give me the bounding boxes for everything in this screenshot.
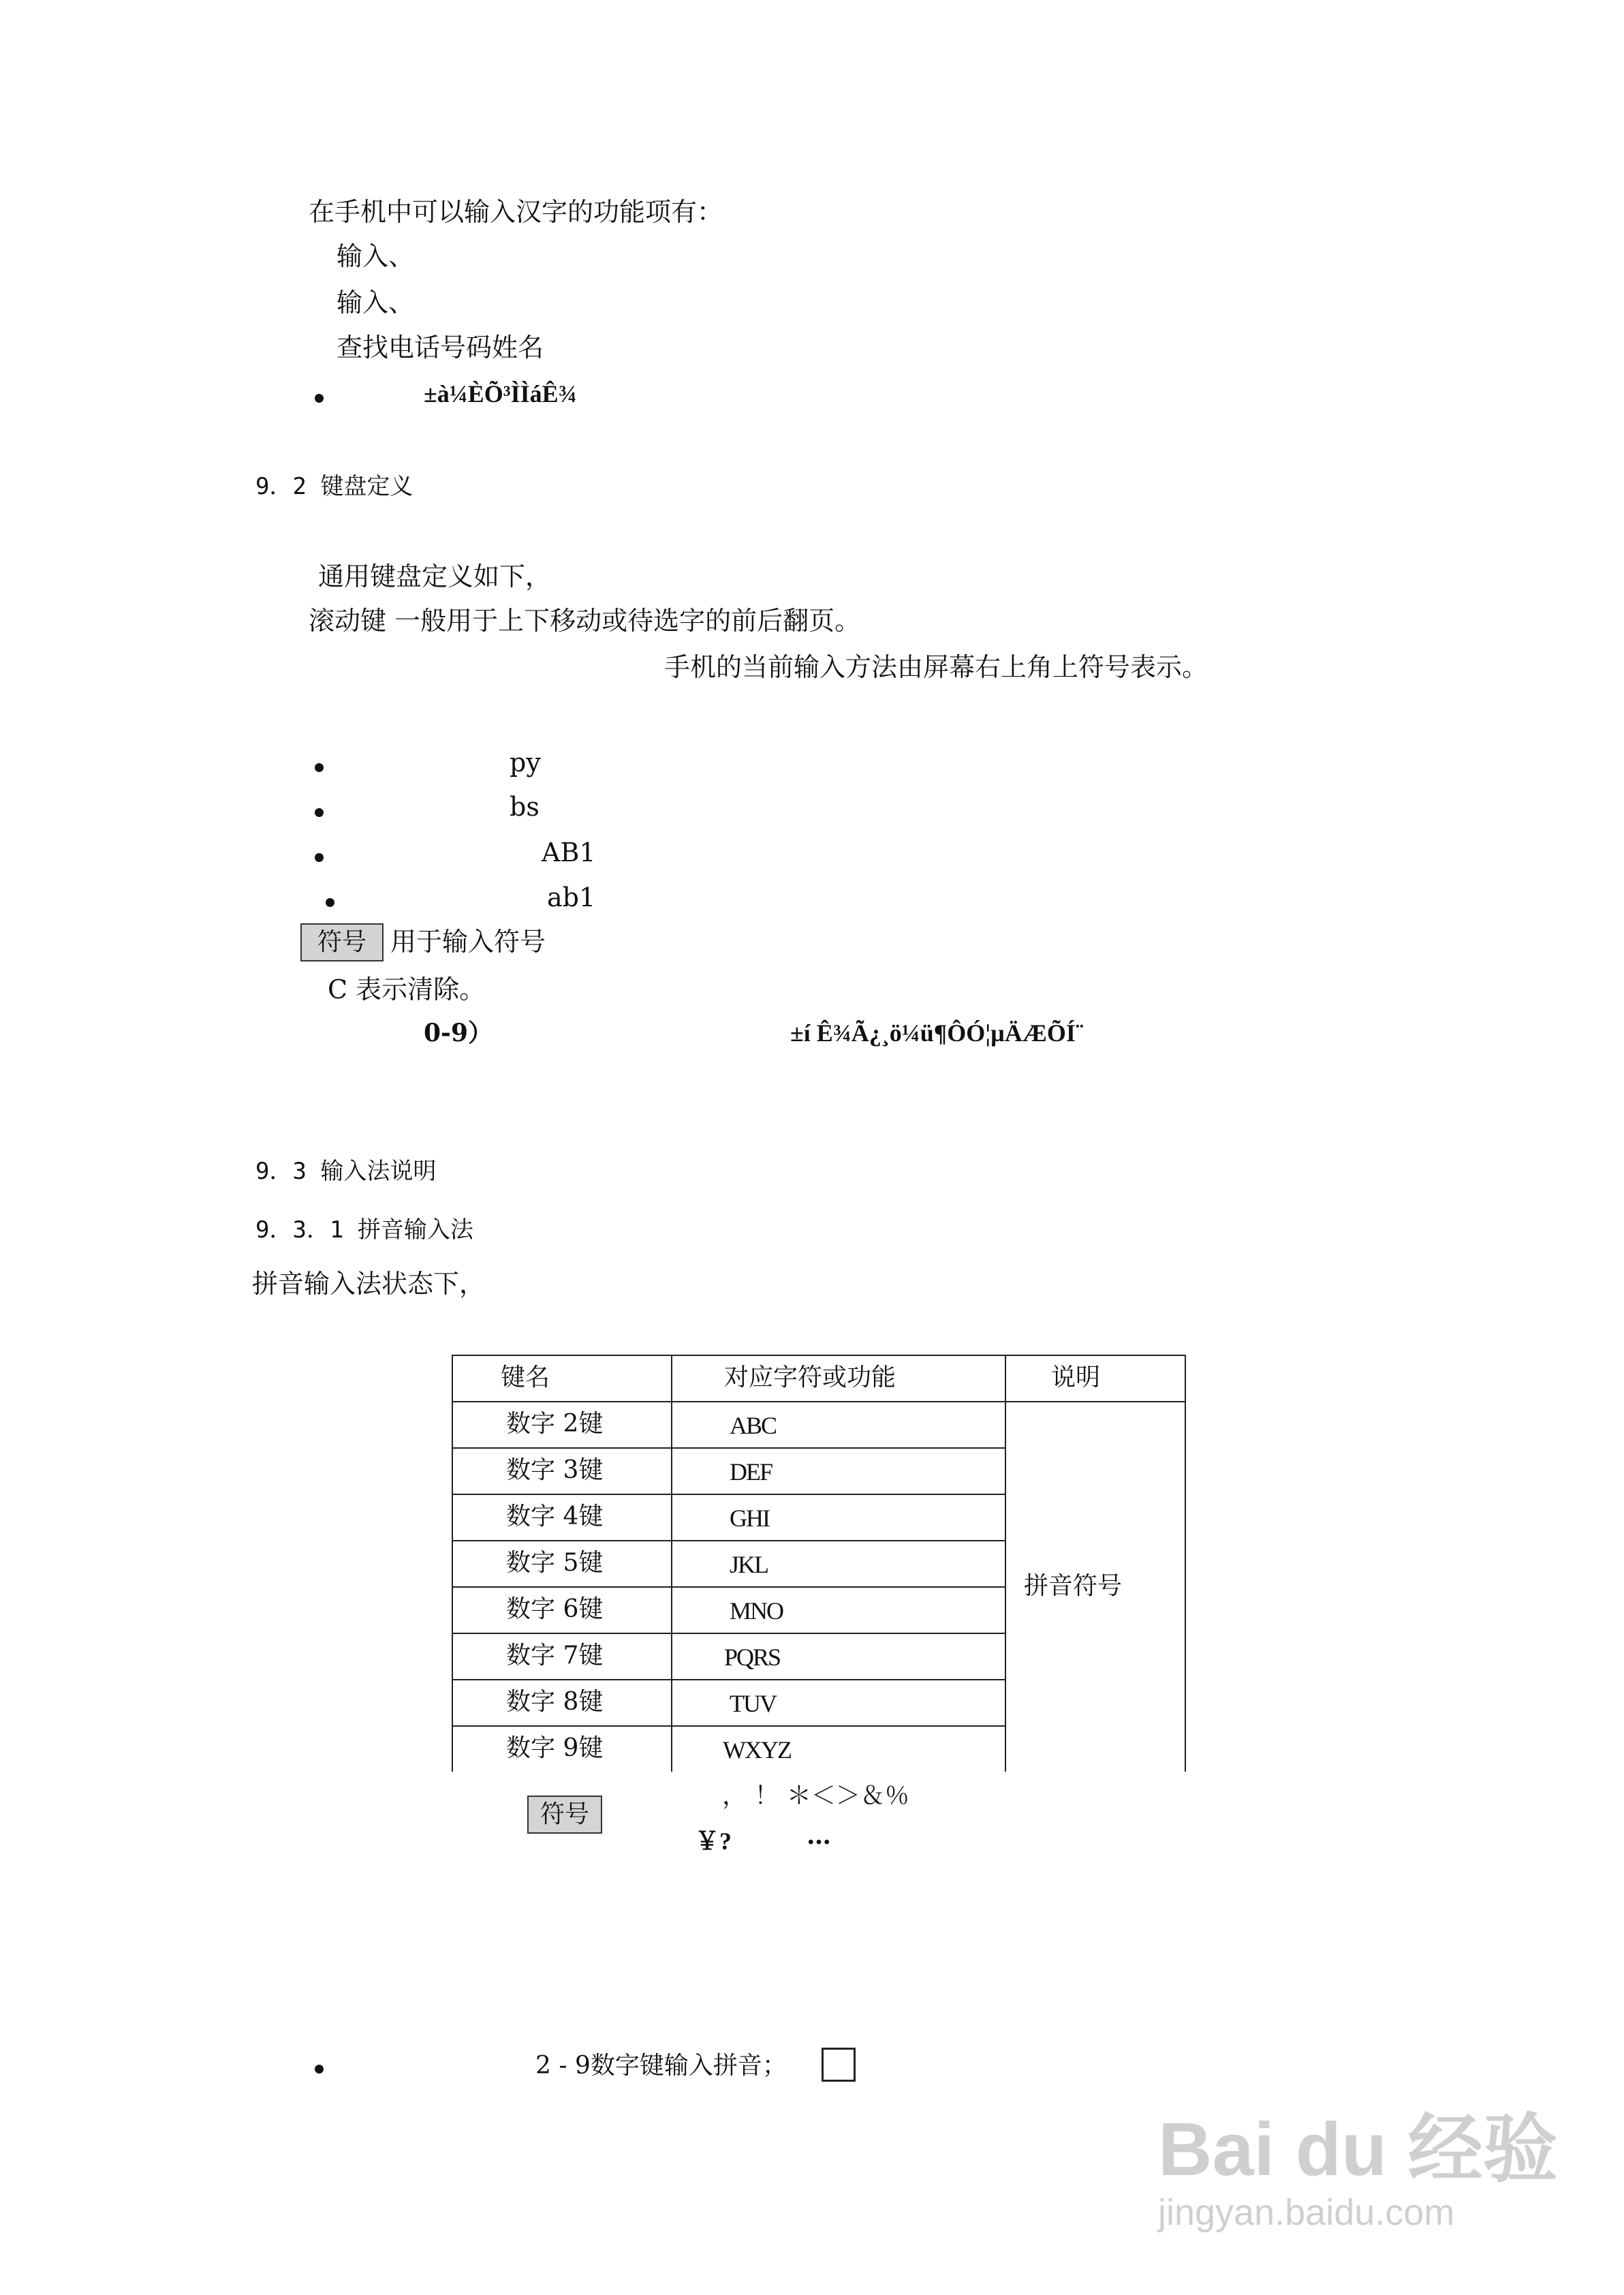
- section-9-3-title: 9．3 输入法说明: [255, 1158, 437, 1185]
- table-row-key: 数字 4键: [506, 1503, 604, 1530]
- table-header-key: 键名: [501, 1364, 550, 1391]
- mode-py: py: [510, 748, 541, 777]
- input-box-icon: [822, 2048, 856, 2082]
- pinyin-state-line: 拼音输入法状态下，: [252, 1269, 486, 1299]
- scroll-key-line: 滚动键 一般用于上下移动或待选字的前后翻页。: [309, 606, 861, 636]
- table-row-chars: PQRS: [724, 1644, 781, 1671]
- symbol-key-desc: 用于输入符号: [390, 927, 546, 957]
- digits-garbled: ±í Ê¾Ã¿¸ö¼ü¶ÔÓ¦µÄÆÕÍ¨: [790, 1019, 1084, 1047]
- bullet-dot: [315, 808, 324, 817]
- table-header-note: 说明: [1051, 1364, 1101, 1391]
- mode-bs: bs: [510, 792, 540, 822]
- table-row-key: 数字 6键: [506, 1595, 604, 1623]
- section-9-3-1-title: 9．3．1 拼音输入法: [255, 1216, 473, 1244]
- table-row-key: 数字 5键: [506, 1549, 604, 1577]
- symbol-list-line-1: ， ！ ＊＜＞＆％: [722, 1782, 909, 1810]
- intro-item-1: 输入、: [337, 241, 415, 271]
- keyboard-def-line: 通用键盘定义如下，: [318, 561, 552, 591]
- table-row-key: 数字 2键: [506, 1410, 604, 1438]
- digits-label: 0-9）: [424, 1019, 493, 1047]
- table-row-key: 数字 8键: [506, 1688, 604, 1716]
- table-row-chars: JKL: [730, 1551, 768, 1578]
- bullet-dot: [315, 2065, 324, 2074]
- table-row-chars: TUV: [730, 1690, 776, 1717]
- table-header-chars: 对应字符或功能: [724, 1364, 896, 1391]
- table-row-chars: WXYZ: [723, 1736, 791, 1763]
- table-row-chars: GHI: [730, 1505, 769, 1532]
- symbol-list-yen: ￥?: [695, 1828, 732, 1855]
- baidu-watermark: [1158, 2108, 1558, 2234]
- clear-line: C 表示清除。: [328, 974, 486, 1004]
- bullet-dot: [315, 763, 324, 772]
- baidu-jingyan-logo: Bai du 经验: [1158, 2108, 1558, 2191]
- table-row-key: 数字 3键: [506, 1456, 604, 1484]
- symbol-key-label: 符号: [300, 923, 384, 961]
- symbol-list-ellipsis: …: [807, 1821, 831, 1850]
- watermark-url: jingyan.baidu.com: [1158, 2192, 1455, 2233]
- bullet-dot: [315, 853, 324, 862]
- bullet-dot: [326, 898, 334, 907]
- pinyin-key-table: [452, 1355, 1186, 1772]
- garbled-text: ±à¼ÈÕ³ÌÌáÊ¾: [424, 380, 577, 407]
- table-row-key: 数字 7键: [506, 1642, 604, 1669]
- final-bullet-text: 2 - 9数字键输入拼音；: [535, 2052, 787, 2080]
- table-row-chars: MNO: [730, 1597, 783, 1624]
- table-row-chars: ABC: [730, 1412, 777, 1439]
- mode-ab1-upper: AB1: [542, 837, 596, 867]
- symbol-key-label: 符号: [527, 1796, 602, 1834]
- intro-item-3: 查找电话号码姓名: [337, 333, 544, 363]
- input-method-line: 手机的当前输入方法由屏幕右上角上符号表示。: [664, 652, 1208, 682]
- intro-heading: 在手机中可以输入汉字的功能项有：: [309, 197, 723, 227]
- section-9-2-title: 9．2 键盘定义: [255, 473, 413, 500]
- bullet-dot: [315, 394, 324, 403]
- table-row-key: 数字 9键: [506, 1734, 604, 1762]
- intro-item-2: 输入、: [337, 288, 415, 318]
- mode-ab1-lower: ab1: [547, 882, 596, 912]
- table-merged-note: 拼音符号: [1024, 1572, 1123, 1600]
- table-row-chars: DEF: [730, 1458, 772, 1485]
